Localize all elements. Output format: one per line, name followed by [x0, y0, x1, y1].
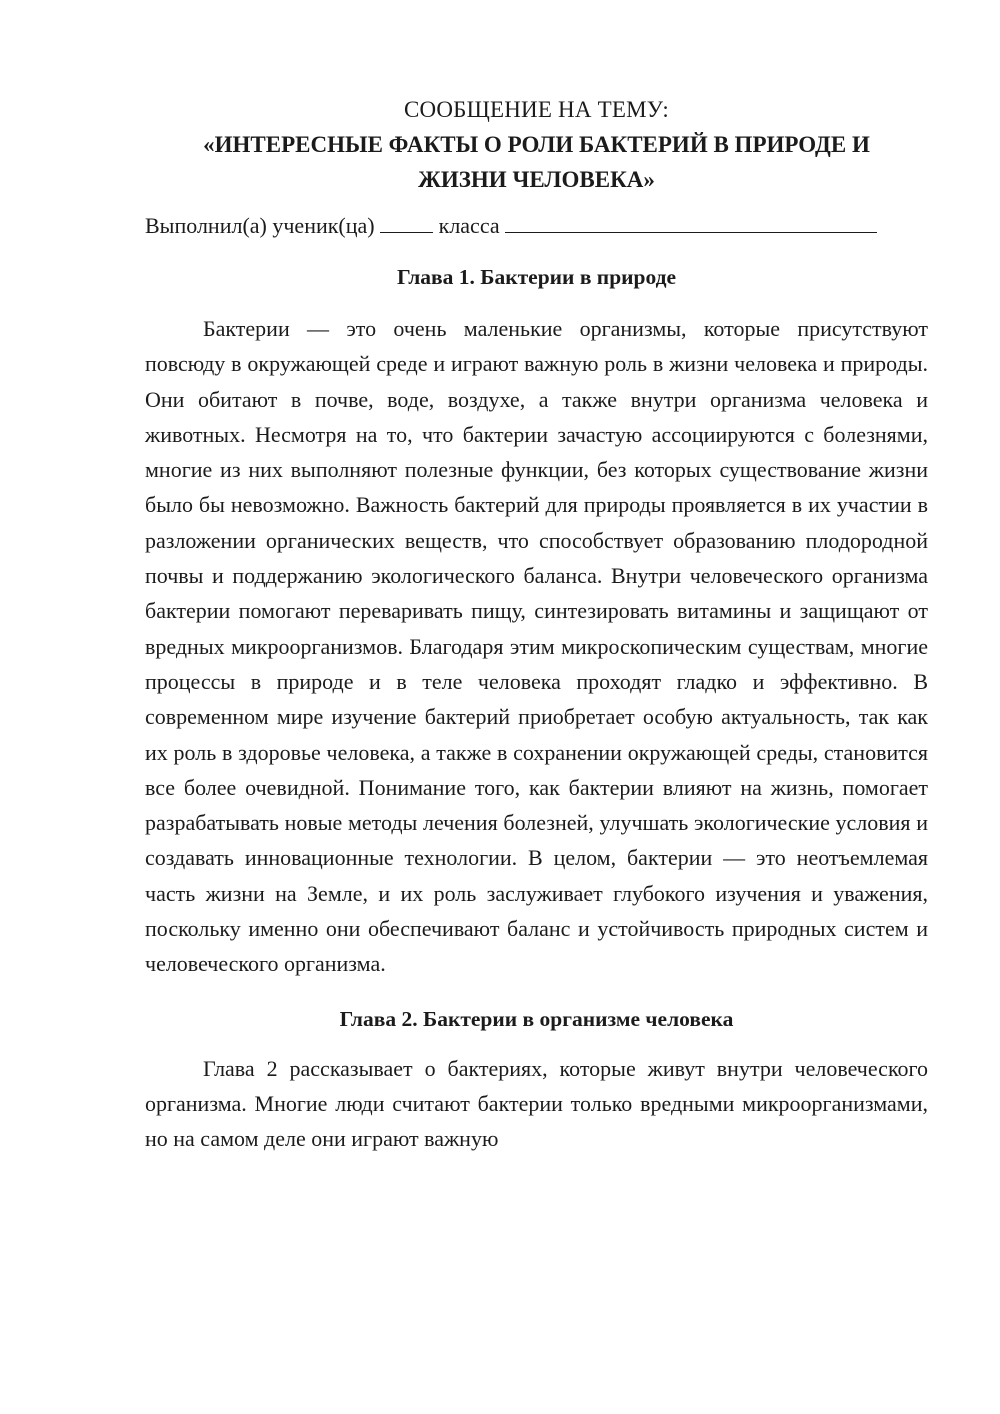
grade-blank-field[interactable]: [380, 210, 433, 233]
document-title-line-1: «ИНТЕРЕСНЫЕ ФАКТЫ О РОЛИ БАКТЕРИЙ В ПРИРОДЕ И: [203, 132, 870, 157]
chapter-2-title: Глава 2. Бактерии в организме человека: [339, 1006, 734, 1031]
author-line: [145, 208, 928, 243]
document-title-line-2: ЖИЗНИ ЧЕЛОВЕКА»: [418, 167, 655, 192]
class-label: класса: [433, 213, 506, 238]
chapter-1-title: Глава 1. Бактерии в природе: [396, 265, 677, 289]
chapter-1-paragraph: Бактерии — это очень маленькие организмы, которые присутствуют повсюду в окружающей среде и играют важную роль в жизни человека и природы. Они обитают в почве, воде, воздухе, а также внутри организма человека и животных. Несмотря на то, что бактерии зачастую ассоциируются с болезнями, многие из них выполняют полезные функции, без которых существование жизни было бы невозможно. Важность бактерий для природы проявляется в их участии в разложении органических веществ, что способствует образованию плодородной почвы и поддержанию экологического баланса. Внутри человеческого организма бактерии помогают переваривать пищу, синтезировать витамины и защищают от вредных микроорганизмов. Благодаря этим микроскопическим существам, многие процессы в природе и в теле человека проходят гладко и эффективно. В современном мире изучение бактерий приобретает особую актуальность, так как их роль в здоровье человека, а также в сохранении окружающей среды, становится все более очевидной. Понимание того, как бактерии влияют на жизнь, помогает разрабатывать новые методы лечения болезней, улучшать экологические условия и создавать инновационные технологии. В целом, бактерии — это неотъемлемая часть жизни на Земле, и их роль заслуживает глубокого изучения и уважения, поскольку именно они обеспечивают баланс и устойчивость природных систем и человеческого организма.: [145, 316, 928, 977]
chapter-2-paragraph: Глава 2 рассказывает о бактериях, которые живут внутри человеческого организма. Многие люди считают бактерии только вредными микроорганизмами, но на самом деле они играют важную: [145, 1055, 928, 1152]
name-blank-field[interactable]: [505, 210, 877, 233]
author-prefix: Выполнил(а) ученик(ца): [145, 213, 381, 238]
document-page: [145, 92, 928, 1157]
document-header-line-1: СООБЩЕНИЕ НА ТЕМУ:: [404, 97, 669, 122]
